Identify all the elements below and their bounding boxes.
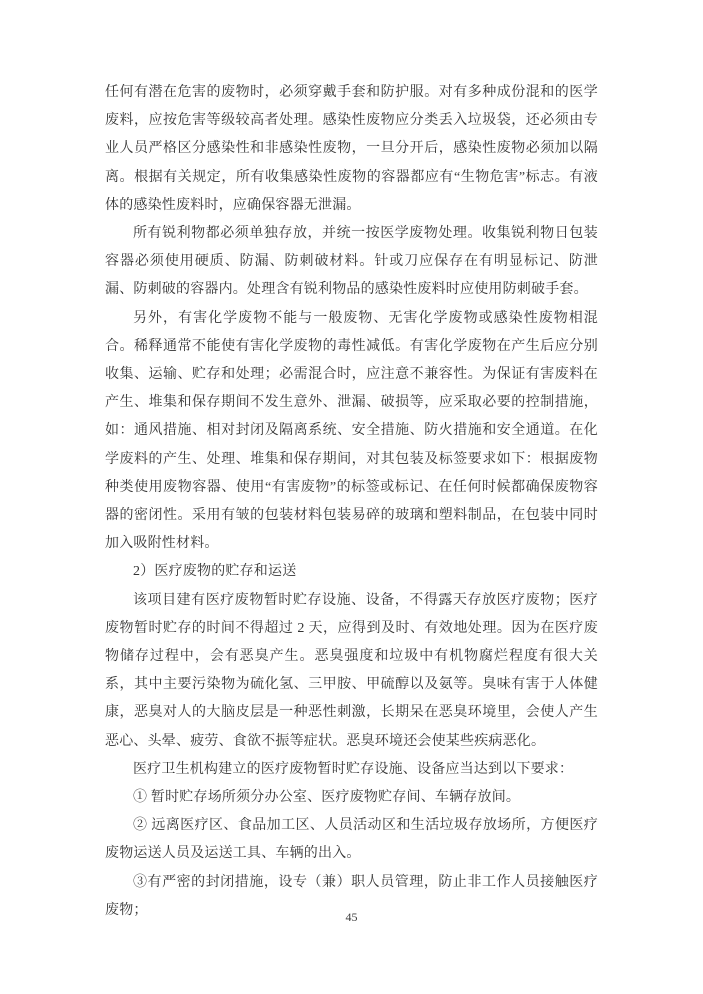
paragraph-hazard-handling: 任何有潜在危害的废物时，必须穿戴手套和防护服。对有多种成份混和的医学废料，应按危害等级较高者处理。感染性废物应分类丢入垃圾袋，还必须由专业人员严格区分感染性和非感染性废物，一旦分开后，感染性废物必须加以隔离。根据有关规定，所有收集感染性废物的容器都应有“生物危害”标志。有液体的感染性废料时，应确保容器无泄漏。: [105, 85, 598, 213]
paragraph-sharps-storage: 所有锐利物都必须单独存放，并统一按医学废物处理。收集锐利物日包装容器必须使用硬质、防漏、防刺破材料。针或刀应保存在有明显标记、防泄漏、防刺破的容器内。处理含有锐利物品的感染性废料时应使用防刺破手套。: [105, 226, 598, 298]
list-item-2: ② 远离医疗区、食品加工区、人员活动区和生活垃圾存放场所，方便医疗废物运送人员及运送工具、车辆的出入。: [105, 818, 598, 862]
section-heading-storage-transport: 2）医疗废物的贮存和运送: [133, 564, 297, 580]
paragraph-temporary-storage: 该项目建有医疗废物暂时贮存设施、设备，不得露天存放医疗废物；医疗废物暂时贮存的时间不得超过 2 天，应得到及时、有效地处理。因为在医疗废物储存过程中，会有恶臭产生。恶臭强度和垃圾中有机物腐烂程度有很大关系，其中主要污染物为硫化氢、三甲胺、甲硫醇以及氨等。臭味有害于人体健康，恶臭对人的大脑皮层是一种恶性刺激，长期呆在恶臭环境里，会使人产生恶心、头晕、疲劳、食欲不振等症状。恶臭环境还会使某些疾病恶化。: [105, 592, 598, 749]
paragraph-chemical-waste: 另外，有害化学废物不能与一般废物、无害化学废物或感染性废物相混合。稀释通常不能使有害化学废物的毒性减低。有害化学废物在产生后应分别收集、运输、贮存和处理；必需混合时，应注意不兼容性。为保证有害废料在产生、堆集和保存期间不发生意外、泄漏、破损等，应采取必要的控制措施，如：通风措施、相对封闭及隔离系统、安全措施、防火措施和安全通道。在化学废料的产生、处理、堆集和保存期间，对其包装及标签要求如下：根据废物种类使用废物容器、使用“有害废物”的标签或标记、在任何时候都确保废物容器的密闭性。采用有皱的包装材料包装易碎的玻璃和塑料制品，在包装中同时加入吸附性材料。: [105, 310, 598, 552]
page-number: 45: [345, 910, 358, 924]
paragraph-requirements-intro: 医疗卫生机构建立的医疗废物暂时贮存设施、设备应当达到以下要求：: [133, 761, 574, 777]
list-item-3: ③有严密的封闭措施，设专（兼）职人员管理，防止非工作人员接触医疗废物；: [105, 874, 598, 918]
list-item-1: ① 暂时贮存场所须分办公室、医疗废物贮存间、车辆存放间。: [133, 790, 521, 806]
text-block: [105, 79, 598, 925]
